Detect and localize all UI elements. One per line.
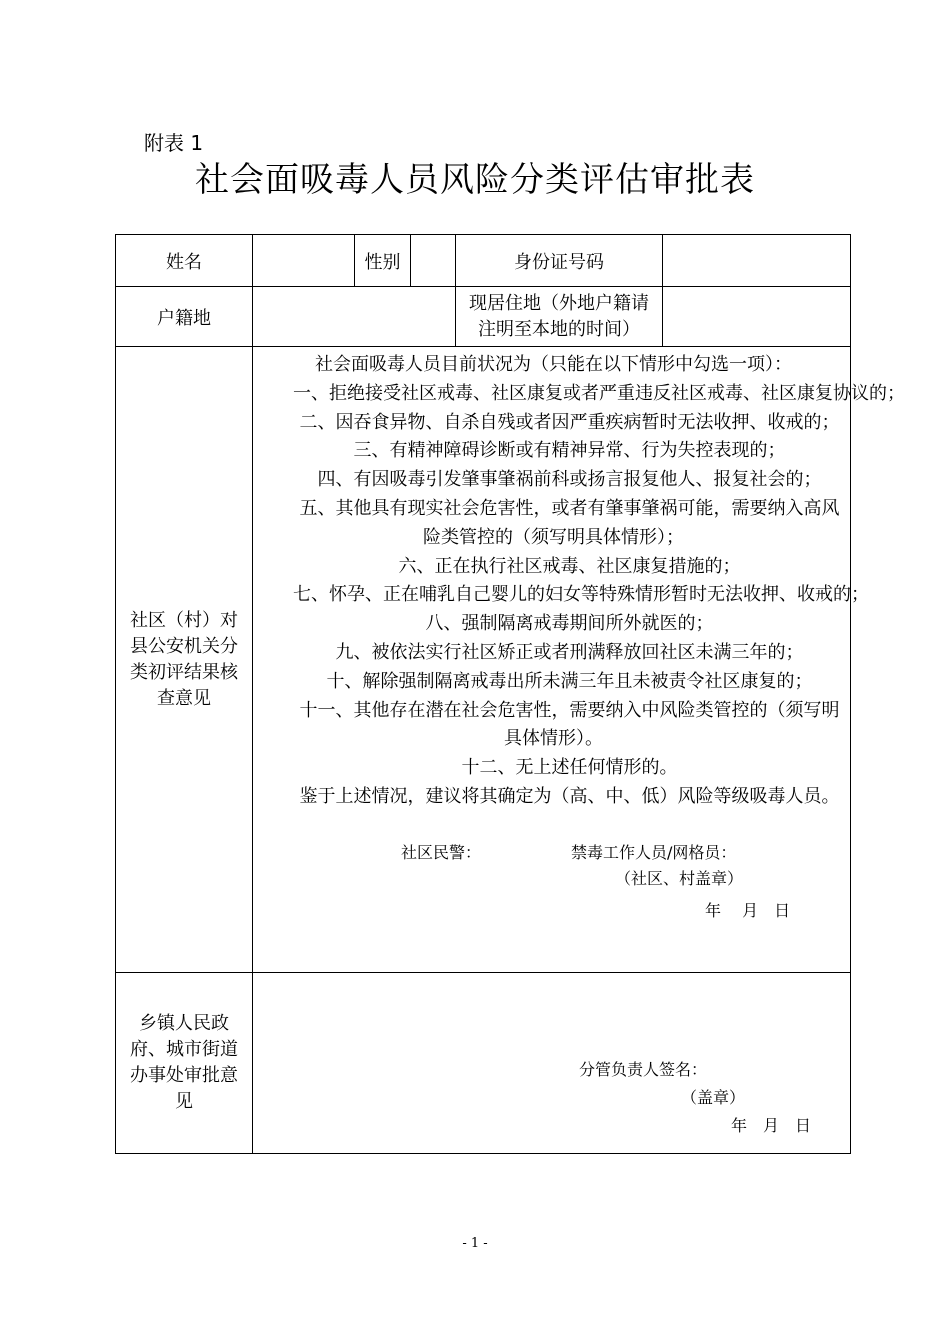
review-date-label: 年 月 日: [705, 900, 791, 920]
hukou-field[interactable]: [253, 287, 456, 347]
review-opinion-content: [253, 347, 905, 973]
option-item[interactable]: 二、因吞食异物、自杀自残或者因严重疾病暂时无法收押、收戒的；: [299, 411, 840, 433]
approval-form-table: [115, 234, 905, 1154]
option-item[interactable]: 一、拒绝接受社区戒毒、社区康复或者严重违反社区戒毒、社区康复协议的；: [293, 382, 905, 404]
hukou-label: 户籍地: [116, 287, 253, 347]
page-number: - 1 -: [462, 1236, 488, 1251]
id-number-field[interactable]: [663, 235, 851, 287]
option-item[interactable]: 十二、无上述任何情形的。: [461, 757, 678, 779]
residence-field[interactable]: [663, 287, 851, 347]
option-item[interactable]: 十一、其他存在潜在社会危害性，需要纳入中风险类管控的（须写明具体情形）。: [299, 699, 840, 750]
community-police-label: 社区民警：: [401, 842, 482, 862]
option-item[interactable]: 十、解除强制隔离戒毒出所未满三年且未被责令社区康复的；: [326, 670, 813, 692]
worker-label: 禁毒工作人员/网格员：: [571, 842, 737, 862]
residence-label: 现居住地（外地户籍请注明至本地的时间）: [456, 287, 663, 347]
gender-field[interactable]: [411, 235, 456, 287]
approval-signature-area: [253, 973, 850, 1153]
approval-opinion-label: 乡镇人民政府、城市街道办事处审批意见: [116, 973, 253, 1154]
name-field[interactable]: [253, 235, 355, 287]
review-conclusion: 鉴于上述情况，建议将其确定为（高、中、低）风险等级吸毒人员。: [299, 785, 840, 807]
signer-label: 分管负责人签名：: [579, 1060, 708, 1079]
review-opinion-label: 社区（村）对县公安机关分类初评结果核查意见: [116, 347, 253, 973]
approval-date-label: 年 月 日: [731, 1116, 812, 1135]
review-signature-area: [261, 812, 846, 932]
approval-seal-label: （盖章）: [681, 1088, 746, 1107]
option-item[interactable]: 三、有精神障碍诊断或有精神异常、行为失控表现的；: [353, 440, 786, 462]
gender-label: 性别: [355, 235, 411, 287]
option-item[interactable]: 八、强制隔离戒毒期间所外就医的；: [425, 613, 714, 635]
option-item[interactable]: 九、被依法实行社区矫正或者刑满释放回社区未满三年的；: [335, 641, 804, 663]
appendix-label: 附表 1: [144, 131, 204, 155]
option-item[interactable]: 四、有因吸毒引发肇事肇祸前科或扬言报复他人、报复社会的；: [317, 469, 822, 491]
option-item[interactable]: 七、怀孕、正在哺乳自己婴儿的妇女等特殊情形暂时无法收押、收戒的；: [293, 584, 869, 606]
id-number-label: 身份证号码: [456, 235, 663, 287]
option-item[interactable]: 六、正在执行社区戒毒、社区康复措施的；: [398, 555, 741, 577]
review-intro: 社会面吸毒人员目前状况为（只能在以下情形中勾选一项）：: [315, 354, 792, 375]
option-item[interactable]: 五、其他具有现实社会危害性，或者有肇事肇祸可能，需要纳入高风险类管控的（须写明具体情形）；: [299, 497, 840, 548]
page-title: 社会面吸毒人员风险分类评估审批表: [195, 160, 755, 200]
community-seal-label: （社区、村盖章）: [615, 868, 744, 888]
approval-opinion-content: [253, 973, 851, 1154]
name-label: 姓名: [116, 235, 253, 287]
